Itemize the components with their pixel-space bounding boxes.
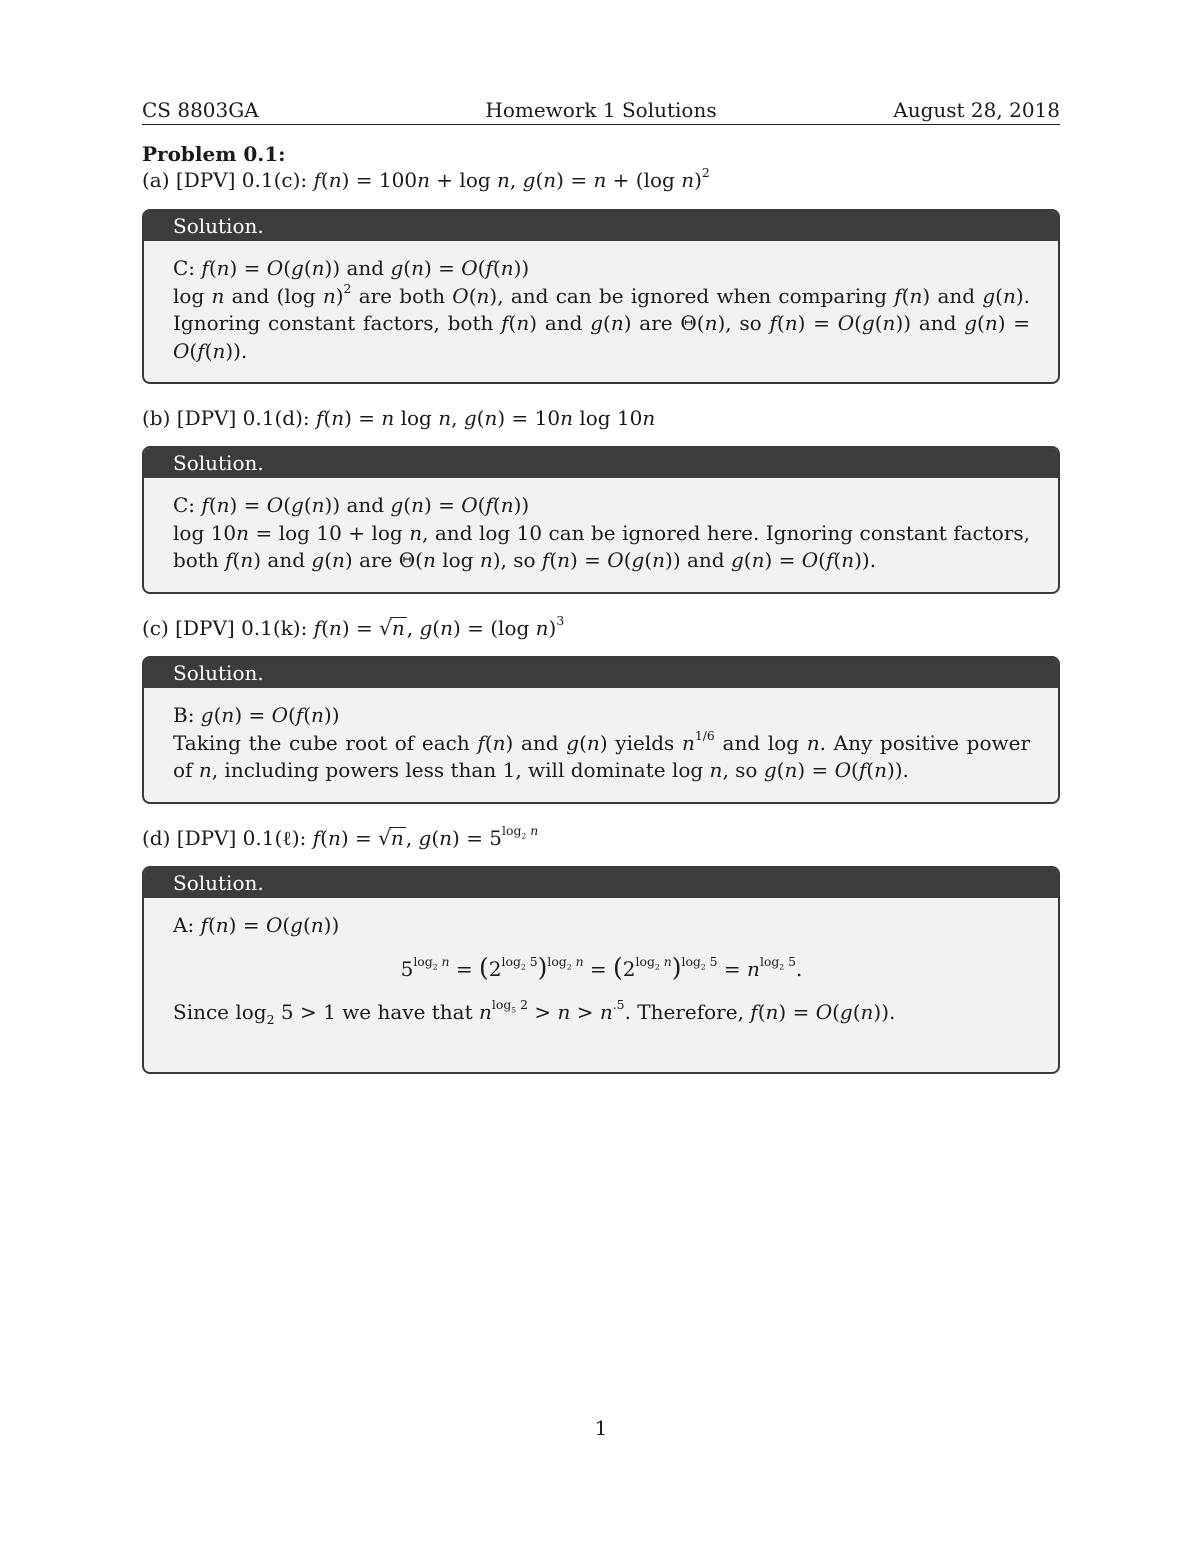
solution-header-a: Solution. xyxy=(144,211,1058,241)
part-a-statement xyxy=(142,167,710,193)
part-d-label: (d) [DPV] 0.1(ℓ): xyxy=(142,826,307,850)
part-a-formula: f(n) = 100n + log n, g(n) = n + (log n)$^2$ xyxy=(313,165,710,192)
solution-body-b xyxy=(144,478,1058,585)
part-b-label: (b) [DPV] 0.1(d): xyxy=(142,406,310,430)
problem-title: Problem 0.1: xyxy=(142,142,286,166)
explanation-a: log n and (log n)$^2$ are both O(n), and can be ignored when comparing f(n) and g(n). Ignoring constant factors, both f(n) and g(n) are Θ(n), so f(n) = O(g(n)) and g(n) = O(f(n)). xyxy=(173,280,1031,363)
solution-box-c xyxy=(142,656,1060,804)
solution-box-a xyxy=(142,209,1060,384)
solution-body-d xyxy=(144,898,1058,1037)
part-b-statement xyxy=(142,405,655,431)
explanation-d: Since $\log_2 5 > 1$ we have that $n^{log_5 2} > n > n^{.5}$. Therefore, f(n) = O(g(n)). xyxy=(173,997,896,1027)
part-d-formula: f(n) = √n , $g(n) = 5^{log_2 n}$ xyxy=(312,823,539,850)
part-c-label: (c) [DPV] 0.1(k): xyxy=(142,616,308,640)
answer-line-c: B: g(n) = O(f(n)) xyxy=(173,703,340,727)
answer-line-d: A: f(n) = O(g(n)) xyxy=(173,913,340,937)
page-number: 1 xyxy=(594,1416,608,1440)
part-c-formula: f(n) = √n , g(n) = (log n)$^3$ xyxy=(313,613,565,640)
solution-header-d: Solution. xyxy=(144,868,1058,898)
solution-box-d xyxy=(142,866,1060,1074)
solution-box-b xyxy=(142,446,1060,594)
part-c-statement xyxy=(142,615,564,641)
part-b-formula: f(n) = n log n, g(n) = 10n log 10n xyxy=(315,406,656,430)
document-date: August 28, 2018 xyxy=(893,98,1060,122)
solution-header-c: Solution. xyxy=(144,658,1058,688)
page-header xyxy=(142,96,1060,125)
solution-body-c xyxy=(144,688,1058,795)
explanation-c: Taking the cube root of each f(n) and g(n) yields $n^{1/6}$ and log n. Any positive power of n, including powers less than 1, will dominate log n, so g(n) = O(f(n)). xyxy=(173,727,1031,782)
solution-body-a xyxy=(144,241,1058,375)
answer-line-a: C: f(n) = O(g(n)) and g(n) = O(f(n)) xyxy=(173,256,530,280)
display-equation-d: $5^{log_2 n} = (2^{log_2 5})^{log_2 n} = (2^{log_2 n})^{log_2 5} = n^{log_2 5}$. xyxy=(400,952,803,982)
solution-header-b: Solution. xyxy=(144,448,1058,478)
part-d-statement xyxy=(142,825,538,851)
document-title: Homework 1 Solutions xyxy=(485,98,717,122)
course-code: CS 8803GA xyxy=(142,98,259,122)
answer-line-b: C: f(n) = O(g(n)) and g(n) = O(f(n)) xyxy=(173,493,530,517)
explanation-b: log 10n = log 10 + log n, and log 10 can be ignored here. Ignoring constant factors, both f(n) and g(n) are Θ(n log n), so f(n) = O(g(n)) and g(n) = O(f(n)). xyxy=(173,520,1030,572)
part-a-label: (a) [DPV] 0.1(c): xyxy=(142,168,308,192)
